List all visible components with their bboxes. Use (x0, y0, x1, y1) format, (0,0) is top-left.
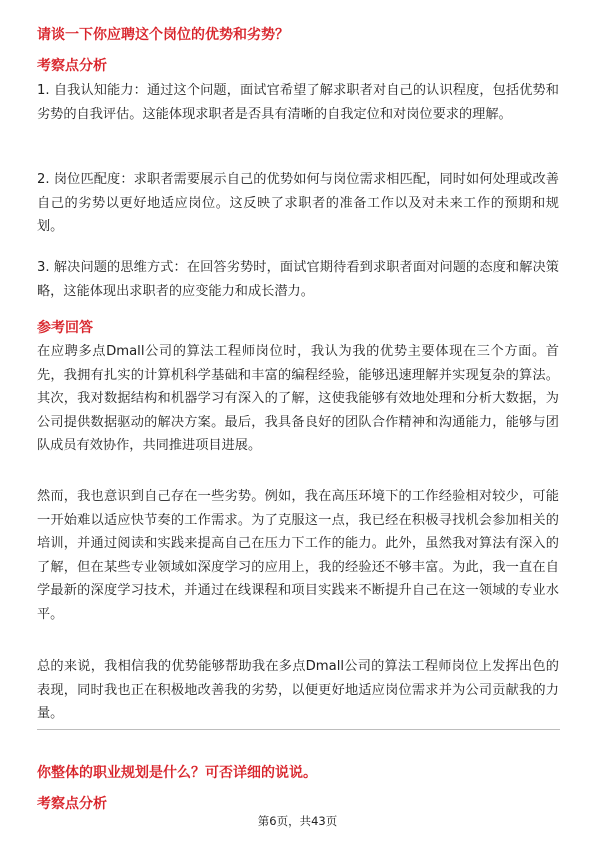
answer-paragraph-2: 然而，我也意识到自己存在一些劣势。例如，我在高压环境下的工作经验相对较少，可能一开始难以适应快节奏的工作需求。为了克服这一点，我已经在积极寻找机会参加相关的培训，并通过阅读和实践来提高自己在压力下工作的能力。此外，虽然我对算法有深入的了解，但在某些专业领域如深度学习的应用上，我的经验还不够丰富。为此，我一直在自学最新的深度学习技术，并通过在线课程和项目实践来不断提升自己在这一领域的专业水平。 (37, 489, 559, 622)
reference-answer-heading: 参考回答 (37, 320, 93, 336)
answer-paragraph-3: 总的来说，我相信我的优势能够帮助我在多点Dmall公司的算法工程师岗位上发挥出色的表现，同时我也正在积极地改善我的劣势，以便更好地适应岗位需求并为公司贡献我的力量。 (37, 659, 559, 721)
analysis-point-2: 2. 岗位匹配度：求职者需要展示自己的优势如何与岗位需求相匹配，同时如何处理或改善自己的劣势以更好地适应岗位。这反映了求职者的准备工作以及对未来工作的预期和规划。 (37, 172, 559, 234)
analysis-point-1: 1. 自我认知能力：通过这个问题，面试官希望了解求职者对自己的认识程度，包括优势和劣势的自我评估。这能体现求职者是否具有清晰的自我定位和对岗位要求的理解。 (37, 83, 559, 122)
section-divider (37, 729, 560, 730)
question-1-title: 请谈一下你应聘这个岗位的优势和劣势？ (37, 27, 289, 43)
page-number-footer: 第6页，共43页 (257, 814, 338, 828)
analysis-heading-2: 考察点分析 (37, 796, 107, 812)
question-2-title: 你整体的职业规划是什么？可否详细的说说。 (37, 765, 317, 781)
analysis-heading-1: 考察点分析 (37, 58, 107, 74)
answer-paragraph-1: 在应聘多点Dmall公司的算法工程师岗位时，我认为我的优势主要体现在三个方面。首先，我拥有扎实的计算机科学基础和丰富的编程经验，能够迅速理解并实现复杂的算法。其次，我对数据结构和机器学习有深入的了解，这使我能够有效地处理和分析大数据，为公司提供数据驱动的解决方案。最后，我具备良好的团队合作精神和沟通能力，能够与团队成员有效协作，共同推进项目进展。 (37, 344, 559, 453)
analysis-point-3: 3. 解决问题的思维方式：在回答劣势时，面试官期待看到求职者面对问题的态度和解决策略，这能体现出求职者的应变能力和成长潜力。 (37, 260, 559, 299)
